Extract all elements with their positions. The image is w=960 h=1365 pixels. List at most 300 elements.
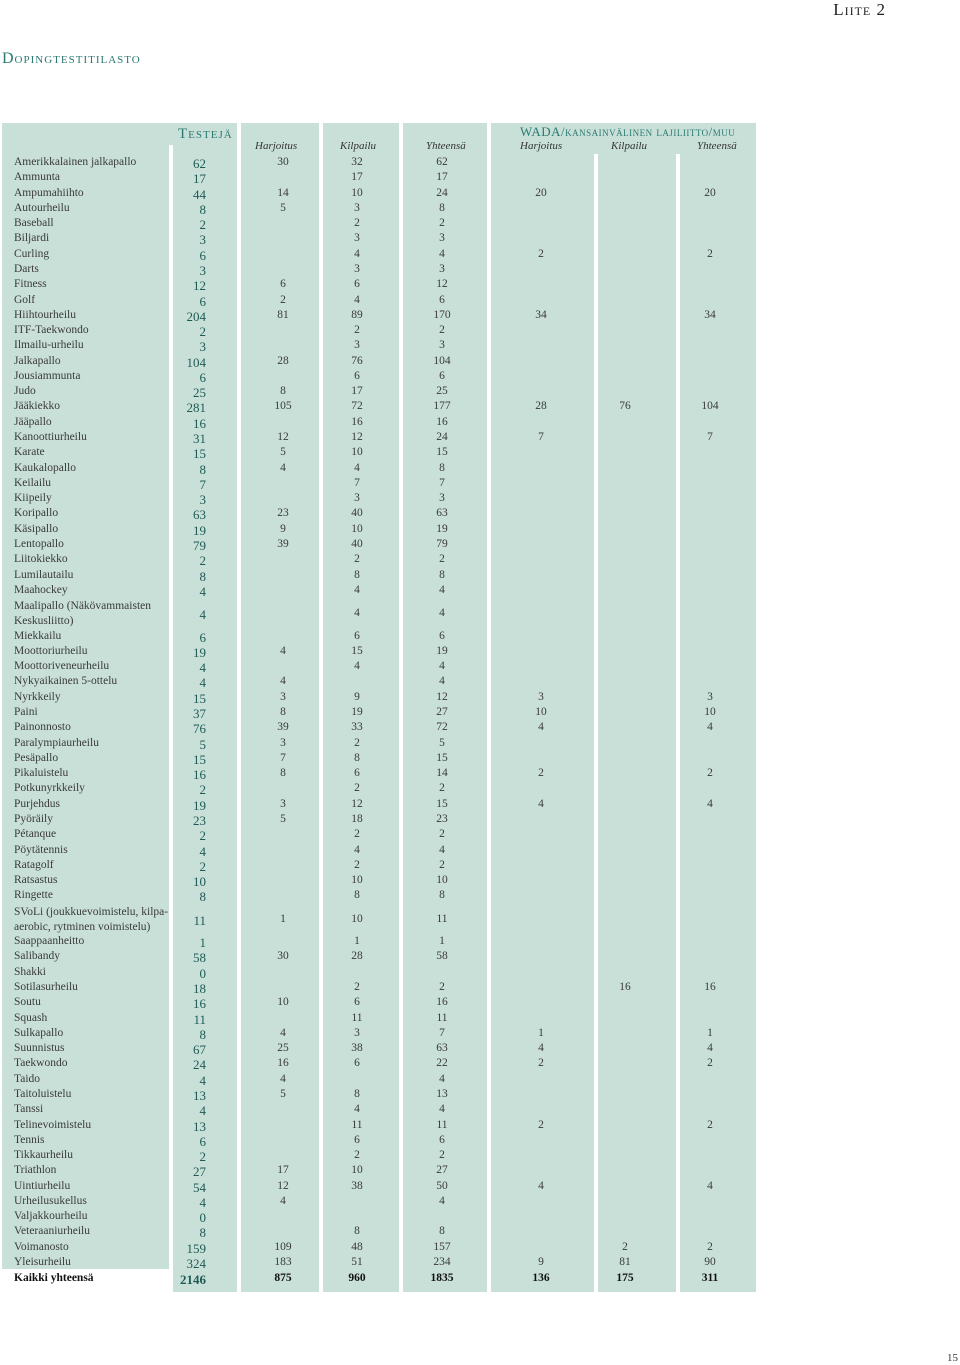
cell-testeja: 25 (193, 385, 206, 401)
table-row (2, 1195, 756, 1210)
cell-testeja: 10 (193, 874, 206, 890)
cell-wada-yhteensa: 311 (701, 1272, 719, 1284)
cell-yhteensa: 22 (436, 1057, 448, 1070)
table-row (2, 767, 756, 782)
cell-wada-yhteensa: 1 (707, 1026, 713, 1039)
sport-name: Pyöräily (14, 812, 53, 825)
cell-yhteensa: 63 (436, 507, 448, 520)
cell-kilpailu: 6 (354, 278, 360, 291)
sport-name: Triathlon (14, 1164, 57, 1177)
cell-kilpailu: 33 (351, 721, 363, 734)
sport-name: Painonnosto (14, 721, 71, 734)
cell-wada-harjoitus: 2 (538, 767, 544, 780)
cell-yhteensa: 12 (436, 278, 448, 291)
cell-kilpailu: 2 (354, 858, 360, 871)
cell-yhteensa: 16 (436, 996, 448, 1009)
table-row (2, 1012, 756, 1027)
cell-yhteensa: 7 (439, 476, 445, 489)
cell-yhteensa: 6 (439, 293, 445, 306)
table-row (2, 477, 756, 492)
cell-kilpailu: 48 (351, 1240, 363, 1253)
cell-testeja: 2 (199, 324, 206, 340)
cell-yhteensa: 79 (436, 538, 448, 550)
cell-yhteensa: 4 (439, 675, 445, 688)
table-row (2, 446, 756, 461)
cell-testeja: 8 (199, 461, 206, 477)
cell-testeja: 15 (193, 751, 206, 767)
cell-testeja: 17 (193, 171, 206, 187)
cell-wada-kilpailu: 81 (619, 1256, 631, 1269)
cell-testeja: 16 (193, 767, 206, 783)
table-row (2, 309, 756, 324)
cell-kilpailu: 2 (354, 324, 360, 337)
table-row (2, 859, 756, 874)
cell-kilpailu: 19 (351, 706, 363, 719)
cell-kilpailu: 8 (354, 889, 360, 902)
sport-name: Pesäpallo (14, 751, 59, 764)
cell-wada-yhteensa: 4 (707, 721, 713, 734)
cell-wada-harjoitus: 4 (538, 1042, 544, 1055)
cell-harjoitus: 25 (277, 1042, 289, 1055)
cell-yhteensa: 19 (436, 644, 448, 657)
cell-kilpailu: 6 (354, 369, 360, 382)
cell-kilpailu: 9 (354, 690, 360, 703)
table-row (2, 294, 756, 309)
cell-kilpailu: 40 (351, 507, 363, 520)
cell-yhteensa: 3 (439, 232, 445, 245)
cell-testeja: 8 (199, 1225, 206, 1241)
header-wada-kilpailu: Kilpailu (611, 140, 648, 152)
cell-testeja: 3 (199, 232, 206, 248)
cell-yhteensa: 3 (439, 492, 445, 505)
table-row (2, 156, 756, 171)
cell-kilpailu: 2 (354, 217, 360, 230)
cell-testeja: 58 (193, 950, 206, 966)
table-row (2, 523, 756, 538)
sport-name: Liitokiekko (14, 553, 68, 566)
sport-name: Telinevoimistelu (14, 1118, 92, 1131)
cell-testeja: 3 (199, 492, 206, 508)
sport-name: Suunnistus (14, 1042, 65, 1055)
cell-testeja: 8 (199, 201, 206, 217)
table-row (2, 691, 756, 706)
cell-testeja: 2146 (180, 1272, 206, 1287)
table-row (2, 1103, 756, 1118)
cell-harjoitus: 4 (280, 1026, 286, 1039)
cell-wada-harjoitus: 4 (538, 797, 544, 810)
cell-harjoitus: 81 (277, 308, 289, 321)
cell-kilpailu: 6 (354, 767, 360, 780)
cell-yhteensa: 157 (433, 1240, 451, 1253)
sport-name: Jalkapallo (14, 354, 61, 367)
sport-name: Ratagolf (14, 858, 54, 871)
table-row (2, 737, 756, 752)
cell-wada-harjoitus: 1 (538, 1026, 544, 1039)
sport-name: Urheilusukellus (14, 1194, 87, 1207)
cell-harjoitus: 3 (280, 797, 286, 810)
sport-name: Saappaanheitto (14, 935, 85, 948)
cell-kilpailu: 16 (351, 415, 363, 428)
sport-name: Miekkailu (14, 629, 62, 642)
cell-yhteensa: 15 (436, 446, 448, 459)
cell-kilpailu: 960 (348, 1272, 366, 1284)
cell-testeja: 4 (199, 1194, 206, 1210)
cell-yhteensa: 104 (433, 354, 451, 367)
sport-name: Biljardi (14, 232, 50, 245)
cell-kilpailu: 18 (351, 812, 363, 825)
cell-testeja: 15 (193, 446, 206, 462)
cell-testeja: 13 (193, 1087, 206, 1103)
cell-testeja: 54 (193, 1179, 206, 1195)
total-row (2, 1272, 756, 1287)
sport-name: Fitness (14, 278, 47, 291)
header-wada-yhteensa: Yhteensä (697, 140, 737, 152)
table-row (2, 370, 756, 385)
cell-kilpailu: 3 (354, 492, 360, 505)
sport-name: Voimanosto (14, 1240, 69, 1253)
sport-name: Uintiurheilu (14, 1179, 71, 1192)
cell-testeja: 4 (199, 1103, 206, 1119)
sport-name: Maahockey (14, 583, 68, 596)
cell-testeja: 5 (199, 736, 206, 752)
cell-yhteensa: 8 (439, 201, 445, 214)
table-row (2, 889, 756, 904)
sport-name: Nykyaikainen 5-ottelu (14, 675, 118, 688)
cell-yhteensa: 1835 (430, 1272, 454, 1284)
cell-yhteensa: 2 (439, 324, 445, 337)
cell-kilpailu: 4 (354, 583, 360, 596)
cell-harjoitus: 39 (277, 721, 289, 734)
sport-name: Amerikkalainen jalkapallo (14, 156, 137, 168)
cell-harjoitus: 3 (280, 690, 286, 703)
cell-yhteensa: 24 (436, 431, 448, 444)
cell-wada-harjoitus: 136 (532, 1272, 550, 1284)
cell-testeja: 4 (199, 843, 206, 859)
cell-kilpailu: 2 (354, 828, 360, 841)
cell-wada-yhteensa: 2 (707, 1240, 713, 1253)
cell-harjoitus: 2 (280, 293, 286, 306)
cell-kilpailu: 6 (354, 629, 360, 642)
cell-harjoitus: 30 (277, 950, 289, 963)
cell-testeja: 12 (193, 278, 206, 294)
cell-yhteensa: 5 (439, 736, 445, 749)
cell-wada-kilpailu: 2 (622, 1240, 628, 1253)
cell-yhteensa: 16 (436, 415, 448, 428)
cell-harjoitus: 5 (280, 1087, 286, 1100)
cell-testeja: 6 (199, 293, 206, 309)
cell-wada-yhteensa: 4 (707, 1042, 713, 1055)
table-row (2, 1042, 756, 1057)
cell-kilpailu: 3 (354, 339, 360, 352)
sport-name: Lentopallo (14, 538, 64, 550)
sport-name: Pétanque (14, 828, 57, 841)
cell-wada-yhteensa: 4 (707, 1179, 713, 1192)
cell-testeja: 204 (186, 308, 206, 324)
cell-harjoitus: 12 (277, 431, 289, 444)
page-number: 15 (947, 1352, 958, 1364)
cell-testeja: 6 (199, 629, 206, 645)
cell-harjoitus: 1 (280, 912, 286, 925)
cell-kilpailu: 10 (351, 874, 363, 887)
cell-kilpailu: 2 (354, 981, 360, 993)
table-row (2, 538, 756, 553)
cell-wada-harjoitus: 4 (538, 1179, 544, 1192)
cell-yhteensa: 2 (439, 1149, 445, 1162)
sport-name: Veteraaniurheilu (14, 1225, 90, 1238)
cell-testeja: 159 (186, 1240, 206, 1256)
table-row (2, 584, 756, 599)
sport-name: Taitoluistelu (14, 1087, 72, 1100)
table-row (2, 874, 756, 889)
table-row (2, 416, 756, 431)
table-row (2, 752, 756, 767)
cell-harjoitus: 39 (277, 538, 289, 550)
cell-kilpailu: 12 (351, 797, 363, 810)
sport-name: Kaikki yhteensä (14, 1272, 94, 1284)
sport-name: Koripallo (14, 507, 59, 520)
table-row (2, 675, 756, 690)
cell-kilpailu: 6 (354, 1133, 360, 1146)
cell-yhteensa: 4 (439, 660, 445, 673)
cell-testeja: 18 (193, 981, 206, 996)
cell-testeja: 2 (199, 553, 206, 569)
cell-wada-yhteensa: 90 (704, 1256, 716, 1269)
cell-yhteensa: 4 (439, 247, 445, 260)
cell-testeja: 13 (193, 1118, 206, 1134)
cell-harjoitus: 183 (274, 1256, 292, 1269)
cell-yhteensa: 63 (436, 1042, 448, 1055)
cell-wada-harjoitus: 28 (535, 400, 547, 413)
cell-kilpailu: 10 (351, 912, 363, 925)
table-row (2, 828, 756, 843)
cell-yhteensa: 62 (436, 156, 448, 168)
cell-harjoitus: 30 (277, 156, 289, 168)
table-row (2, 798, 756, 813)
cell-kilpailu: 2 (354, 782, 360, 795)
sport-name: Tanssi (14, 1103, 44, 1116)
cell-testeja: 16 (193, 415, 206, 431)
cell-testeja: 2 (199, 1149, 206, 1165)
cell-harjoitus: 16 (277, 1057, 289, 1070)
cell-wada-yhteensa: 2 (707, 247, 713, 260)
cell-testeja: 2 (199, 828, 206, 844)
cell-testeja: 15 (193, 690, 206, 706)
cell-kilpailu: 8 (354, 1087, 360, 1100)
cell-kilpailu: 6 (354, 1057, 360, 1070)
sport-name: Ilmailu-urheilu (14, 339, 84, 352)
table-row (2, 217, 756, 232)
table-row (2, 721, 756, 736)
cell-testeja: 44 (193, 186, 206, 202)
cell-kilpailu: 38 (351, 1179, 363, 1192)
table-row (2, 1225, 756, 1240)
cell-yhteensa: 1 (439, 935, 445, 948)
sport-name: SVoLi (joukkuevoimistelu, kilpa-aerobic, rytminen voimistelu) (14, 905, 169, 933)
table-row (2, 187, 756, 202)
cell-testeja: 24 (193, 1057, 206, 1073)
table-row (2, 782, 756, 797)
cell-harjoitus: 17 (277, 1164, 289, 1177)
table-row (2, 553, 756, 568)
sport-name: Yleisurheilu (14, 1256, 71, 1269)
cell-wada-harjoitus: 2 (538, 247, 544, 260)
cell-kilpailu: 10 (351, 186, 363, 199)
cell-testeja: 31 (193, 431, 206, 447)
cell-testeja: 4 (199, 660, 206, 676)
cell-testeja: 62 (193, 156, 206, 171)
cell-wada-kilpailu: 16 (619, 981, 631, 993)
table-row (2, 935, 756, 950)
cell-kilpailu: 40 (351, 538, 363, 550)
cell-testeja: 6 (199, 247, 206, 263)
cell-kilpailu: 10 (351, 446, 363, 459)
cell-yhteensa: 11 (436, 912, 448, 925)
cell-harjoitus: 8 (280, 767, 286, 780)
sport-name: Curling (14, 247, 50, 260)
cell-harjoitus: 3 (280, 736, 286, 749)
cell-harjoitus: 14 (277, 186, 289, 199)
cell-yhteensa: 4 (439, 1194, 445, 1207)
cell-harjoitus: 10 (277, 996, 289, 1009)
cell-yhteensa: 4 (439, 607, 445, 620)
cell-testeja: 19 (193, 644, 206, 660)
table-row (2, 462, 756, 477)
cell-wada-yhteensa: 7 (707, 431, 713, 444)
cell-harjoitus: 109 (274, 1240, 292, 1253)
header-testeja: Testejä (178, 126, 233, 142)
cell-testeja: 4 (199, 607, 206, 623)
cell-kilpailu: 2 (354, 553, 360, 566)
table-row (2, 1149, 756, 1164)
cell-testeja: 8 (199, 568, 206, 584)
cell-kilpailu: 4 (354, 843, 360, 856)
sport-name: Jääpallo (14, 415, 52, 428)
table-row (2, 1134, 756, 1149)
sport-name: Paralympiaurheilu (14, 736, 99, 749)
cell-harjoitus: 5 (280, 812, 286, 825)
cell-kilpailu: 32 (351, 156, 363, 168)
cell-kilpailu: 72 (351, 400, 363, 413)
table-row (2, 1256, 756, 1271)
sport-name: Sulkapallo (14, 1026, 64, 1039)
sport-name: Soutu (14, 996, 41, 1009)
cell-testeja: 2 (199, 782, 206, 798)
cell-kilpailu: 15 (351, 644, 363, 657)
table-row (2, 400, 756, 415)
sport-name: Sotilasurheilu (14, 981, 78, 993)
page-title: Dopingtestitilasto (2, 50, 141, 67)
table-row (2, 813, 756, 828)
cell-kilpailu: 10 (351, 522, 363, 535)
table-row (2, 905, 756, 935)
cell-testeja: 0 (199, 965, 206, 981)
cell-testeja: 76 (193, 721, 206, 737)
cell-yhteensa: 11 (436, 1011, 448, 1024)
sport-name: Squash (14, 1011, 48, 1024)
sport-name: Autourheilu (14, 201, 70, 214)
cell-wada-harjoitus: 20 (535, 186, 547, 199)
sport-name: Jousiammunta (14, 369, 81, 382)
cell-yhteensa: 7 (439, 1026, 445, 1039)
cell-wada-yhteensa: 16 (704, 981, 716, 993)
header-wada-harjoitus: Harjoitus (520, 140, 563, 152)
cell-kilpailu: 3 (354, 1026, 360, 1039)
cell-yhteensa: 19 (436, 522, 448, 535)
sport-name: Tikkaurheilu (14, 1149, 73, 1162)
cell-testeja: 3 (199, 262, 206, 278)
table-row (2, 950, 756, 965)
cell-testeja: 8 (199, 889, 206, 905)
cell-yhteensa: 12 (436, 690, 448, 703)
sport-name: Keilailu (14, 476, 52, 489)
sport-name: Taekwondo (14, 1057, 68, 1070)
cell-yhteensa: 8 (439, 461, 445, 474)
sport-name: Taido (14, 1072, 41, 1085)
cell-testeja: 0 (199, 1210, 206, 1226)
sport-name: Valjakkourheilu (14, 1210, 88, 1223)
cell-yhteensa: 4 (439, 1103, 445, 1116)
table-row (2, 630, 756, 645)
cell-kilpailu: 4 (354, 293, 360, 306)
cell-wada-yhteensa: 2 (707, 1118, 713, 1131)
sport-name: Moottoriurheilu (14, 644, 88, 657)
sport-name: Paini (14, 706, 38, 719)
doping-test-table (2, 123, 756, 1292)
table-row (2, 1180, 756, 1195)
cell-testeja: 19 (193, 797, 206, 813)
cell-testeja: 7 (199, 476, 206, 492)
cell-kilpailu: 89 (351, 308, 363, 321)
cell-yhteensa: 27 (436, 1164, 448, 1177)
cell-harjoitus: 4 (280, 644, 286, 657)
cell-yhteensa: 2 (439, 981, 445, 993)
table-row (2, 263, 756, 278)
cell-kilpailu: 2 (354, 736, 360, 749)
cell-harjoitus: 8 (280, 385, 286, 398)
sport-name: Potkunyrkkeily (14, 782, 85, 795)
cell-yhteensa: 170 (433, 308, 451, 321)
cell-yhteensa: 2 (439, 217, 445, 230)
cell-testeja: 4 (199, 583, 206, 599)
table-row (2, 507, 756, 522)
cell-wada-yhteensa: 3 (707, 690, 713, 703)
cell-harjoitus: 6 (280, 278, 286, 291)
table-row (2, 492, 756, 507)
table-row (2, 706, 756, 721)
sport-name: Ammunta (14, 171, 60, 184)
cell-testeja: 2 (199, 858, 206, 874)
cell-kilpailu: 2 (354, 1149, 360, 1162)
cell-yhteensa: 23 (436, 812, 448, 825)
table-row (2, 844, 756, 859)
sport-name: Ampumahiihto (14, 186, 84, 199)
sport-name: Baseball (14, 217, 54, 230)
cell-harjoitus: 28 (277, 354, 289, 367)
sport-name: Salibandy (14, 950, 60, 963)
table-row (2, 248, 756, 263)
cell-testeja: 3 (199, 339, 206, 355)
cell-wada-yhteensa: 104 (701, 400, 719, 413)
table-row (2, 966, 756, 981)
cell-testeja: 11 (193, 912, 206, 928)
cell-testeja: 67 (193, 1042, 206, 1058)
sport-name: Judo (14, 385, 36, 398)
cell-testeja: 4 (199, 1072, 206, 1088)
sport-name: Darts (14, 262, 39, 275)
cell-wada-yhteensa: 2 (707, 767, 713, 780)
cell-harjoitus: 12 (277, 1179, 289, 1192)
cell-kilpailu: 10 (351, 1164, 363, 1177)
